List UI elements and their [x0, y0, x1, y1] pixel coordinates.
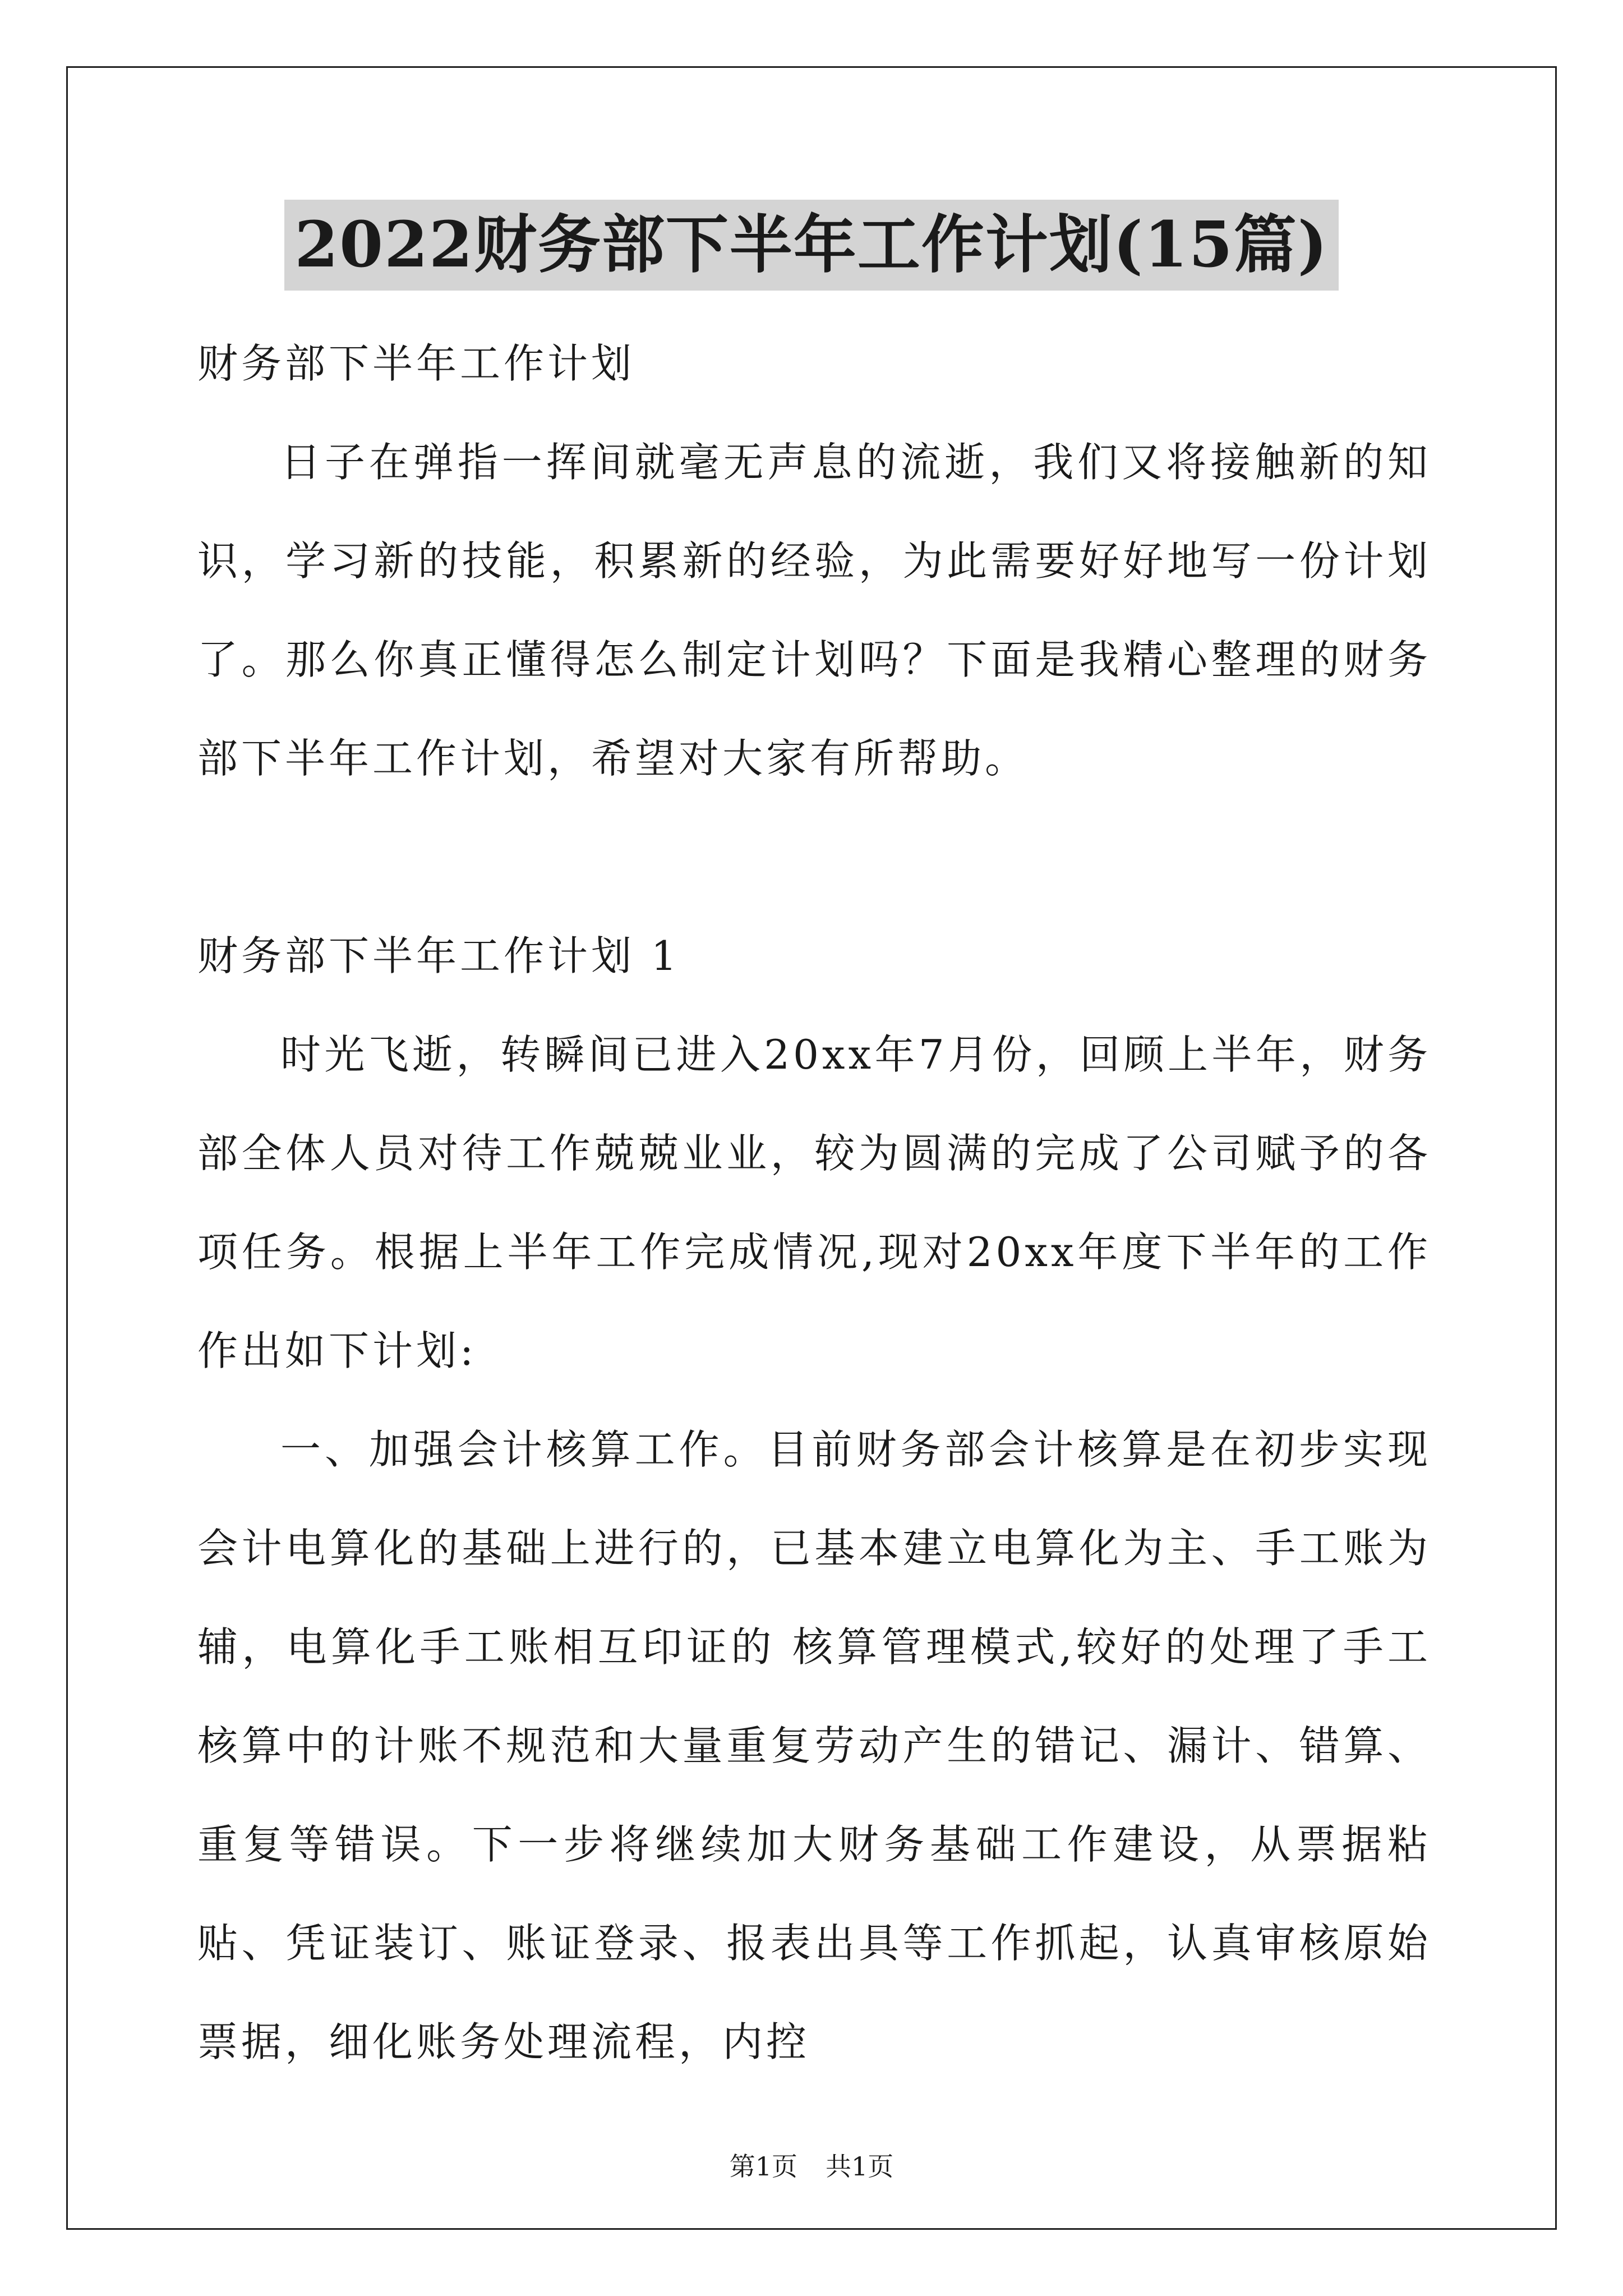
page-total: 共1页	[826, 2151, 894, 2182]
document-title	[0, 200, 1623, 291]
document-body	[197, 314, 1431, 2091]
page-footer	[0, 2146, 1623, 2183]
page-number: 第1页	[729, 2151, 797, 2182]
section1-heading: 财务部下半年工作计划 1	[197, 932, 680, 979]
intro-heading: 财务部下半年工作计划	[197, 340, 635, 387]
section1-paragraph-1: 时光飞逝，转瞬间已进入20xx年7月份，回顾上半年，财务部全体人员对待工作兢兢业业，较为圆满的完成了公司赋予的各项任务。根据上半年工作完成情况,现对20xx年度下半年的工作作出如下计划:	[197, 1031, 1431, 1374]
document-title-text: 2022财务部下半年工作计划(15篇)	[284, 200, 1339, 291]
section1-paragraph-2: 一、加强会计核算工作。目前财务部会计核算是在初步实现会计电算化的基础上进行的，已基本建立电算化为主、手工账为辅，电算化手工账相互印证的 核算管理模式,较好的处理了手工核算中的计账不规范和大量重复劳动产生的错记、漏计、错算、重复等错误。下一步将继续加大财务基础工作建设，从票据粘贴、凭证装订、账证登录、报表出具等工作抓起，认真审核原始票据，细化账务处理流程，内控	[197, 1426, 1431, 2065]
section-spacer	[197, 808, 1431, 907]
intro-paragraph: 日子在弹指一挥间就毫无声息的流逝，我们又将接触新的知识，学习新的技能，积累新的经验，为此需要好好地写一份计划了。那么你真正懂得怎么制定计划吗？下面是我精心整理的财务部下半年工作计划，希望对大家有所帮助。	[197, 439, 1431, 782]
